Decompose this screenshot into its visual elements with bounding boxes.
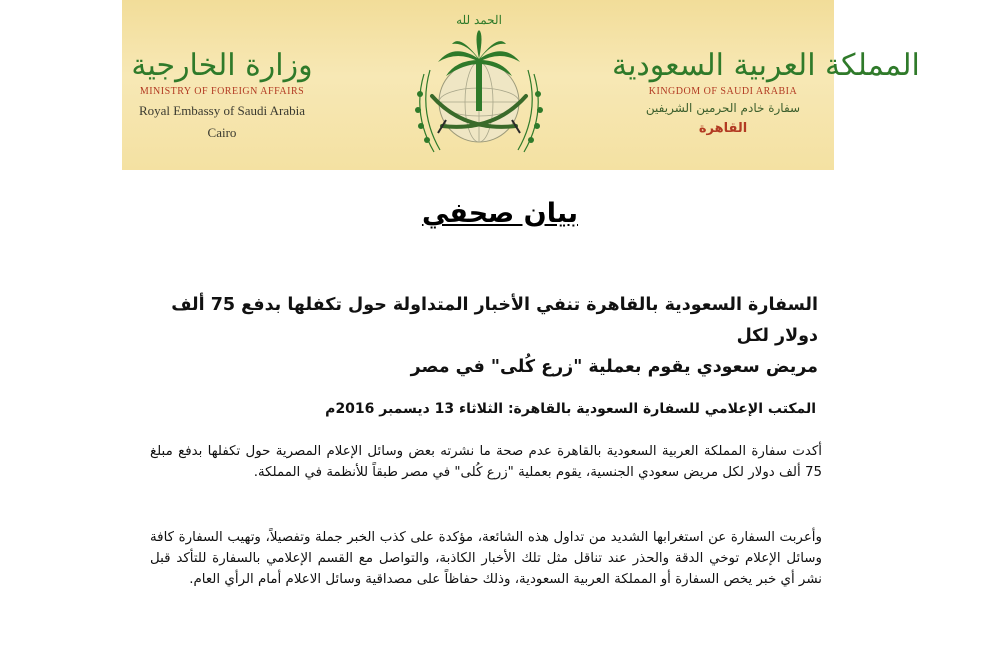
embassy-english-name: Royal Embassy of Saudi Arabia <box>138 103 306 118</box>
kingdom-english-title: KINGDOM OF SAUDI ARABIA <box>648 86 798 97</box>
letterhead-ministry-block <box>122 48 322 141</box>
press-release-title <box>0 198 1000 229</box>
dateline: المكتب الإعلامي للسفارة السعودية بالقاهرة: الثلاثاء 13 ديسمبر 2016م <box>325 401 816 417</box>
letterhead-kingdom-block <box>612 48 920 136</box>
paragraph-2: وأعربت السفارة عن استغرابها الشديد من تداول هذه الشائعة، مؤكدة على كذب الخبر جملة وتفصيلاً، وتهيب السفارة كافة وسائل الإعلام توخي الدقة والحذر عند تناقل مثل تلك الأخبار الكاذبة، والتواصل مع القسم الإعلامي بالسفارة للتأكد قبل نشر أي خبر يخص السفارة أو المملكة العربية السعودية، وذلك حفاظاً على مصداقية وسائل الاعلام أمام الرأي العام. <box>150 530 822 587</box>
embassy-arabic-name: سفارة خادم الحرمين الشريفين <box>645 101 801 115</box>
headline-line-1: السفارة السعودية بالقاهرة تنفي الأخبار المتداولة حول تكفلها بدفع 75 ألف دولار لكل <box>171 295 818 346</box>
emblem-top-text: الحمد لله <box>456 13 502 27</box>
embassy-arabic-city: القاهرة <box>698 121 748 136</box>
saudi-emblem-icon <box>394 4 564 169</box>
paragraph-1: أكدت سفارة المملكة العربية السعودية بالقاهرة عدم صحة ما نشرته بعض وسائل الإعلام المصرية حول تكفلها بدفع مبلغ 75 ألف دولار لكل مريض سعودي الجنسية، يقوم بعملية "زرع كُلى" في مصر طبقاً للأنظمة في المملكة. <box>150 444 822 480</box>
ministry-english-title: MINISTRY OF FOREIGN AFFAIRS <box>139 86 305 97</box>
embassy-english-city: Cairo <box>207 125 237 140</box>
press-release-title-text: بيان صحفي <box>421 198 579 229</box>
headline <box>150 290 818 383</box>
ministry-arabic-title: وزارة الخارجية <box>131 48 313 83</box>
headline-line-2: مريض سعودي يقوم بعملية "زرع كُلى" في مصر <box>410 357 818 377</box>
kingdom-arabic-title: المملكة العربية السعودية <box>612 48 920 83</box>
letterhead-banner <box>122 0 920 170</box>
